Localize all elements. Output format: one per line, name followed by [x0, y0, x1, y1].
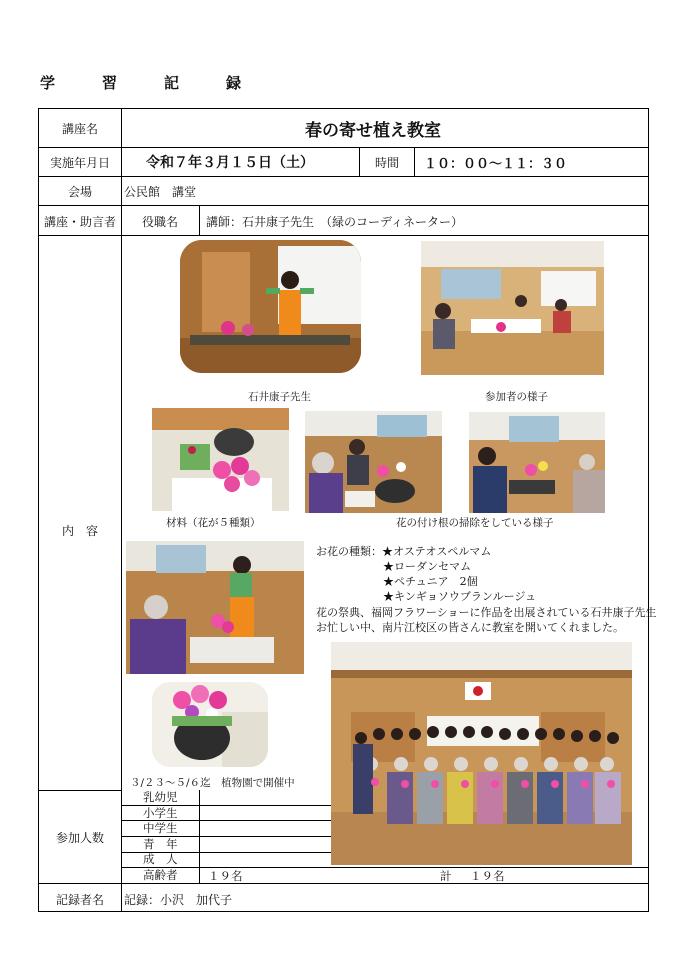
flower-item: ★ペチュニア 2個	[383, 575, 478, 588]
recorder-value: 記録：小沢 加代子	[124, 893, 233, 907]
time-label: 時間	[374, 156, 399, 170]
date-value: 令和７年３月１５日（土）	[146, 155, 314, 171]
category-junior-high: 中学生	[143, 821, 178, 835]
caption-exhibition: ３/２３～５/６迄 植物園で開催中	[130, 777, 295, 789]
col-divider	[199, 790, 200, 883]
flower-item: ★ローダンセマム	[383, 560, 472, 573]
lecturer-label: 講座・助言者	[43, 215, 116, 229]
note-line: お忙しい中、南片江校区の皆さんに教室を開いてくれました。	[316, 621, 624, 634]
total-label: 計	[440, 869, 452, 883]
title-char: 習	[102, 74, 118, 92]
course-name: 春の寄せ植え教室	[305, 121, 441, 141]
venue-label: 会場	[67, 185, 92, 199]
category-youth: 青 年	[143, 836, 178, 851]
row-divider	[121, 867, 648, 868]
venue-value: 公民館 講堂	[124, 185, 197, 199]
photo-root-cleaning-2	[469, 412, 605, 513]
recorder-label: 記録者名	[55, 893, 104, 907]
photo-materials	[152, 408, 289, 511]
note-line: 花の祭典、福岡フラワーショーに作品を出展されている石井康子先生	[316, 606, 657, 619]
col-divider	[414, 147, 415, 176]
photo-working	[126, 541, 304, 674]
date-label: 実施年月日	[49, 156, 110, 170]
row-divider	[39, 883, 648, 884]
total-value: １９名	[470, 869, 505, 883]
category-elderly: 高齢者	[143, 867, 178, 882]
category-elementary: 小学生	[143, 805, 178, 820]
caption-teacher: 石井康子先生	[248, 391, 311, 403]
caption-participants: 参加者の様子	[485, 391, 548, 403]
photo-teacher	[180, 240, 361, 373]
role-label: 役職名	[141, 215, 178, 229]
photo-finished-pot	[152, 682, 268, 767]
title-char: 記	[164, 74, 180, 92]
time-value: １０：００～１１：３０	[424, 157, 568, 172]
category-adult: 成 人	[143, 852, 178, 866]
attendance-categories	[143, 790, 178, 883]
caption-materials: 材料（花が５種類）	[166, 517, 261, 529]
attendance-label: 参加人数	[55, 831, 104, 845]
caption-root-cleaning: 花の付け根の掃除をしている様子	[396, 517, 554, 529]
category-infant: 乳幼児	[143, 790, 178, 804]
course-name-label: 講座名	[61, 122, 98, 136]
flowers-heading: お花の種類：★オステオスペルマム	[316, 545, 492, 558]
photo-root-cleaning-1	[305, 411, 442, 513]
lecturer-value: 講師：石井康子先生 （緑のコーディネーター）	[206, 215, 464, 229]
elderly-count: １９名	[208, 869, 243, 883]
photo-group	[331, 642, 632, 865]
flower-item: ★キンギョソウブランルージュ	[383, 590, 537, 603]
title-char: 録	[226, 74, 242, 92]
document-title	[40, 72, 288, 93]
row-divider	[39, 235, 648, 236]
row-divider	[39, 790, 121, 791]
col-divider	[199, 205, 200, 235]
title-char: 学	[40, 74, 56, 92]
row-divider	[39, 147, 648, 148]
row-divider	[39, 205, 648, 206]
photo-participants	[421, 241, 604, 375]
content-label: 内 容	[61, 524, 98, 538]
row-divider	[39, 176, 648, 177]
